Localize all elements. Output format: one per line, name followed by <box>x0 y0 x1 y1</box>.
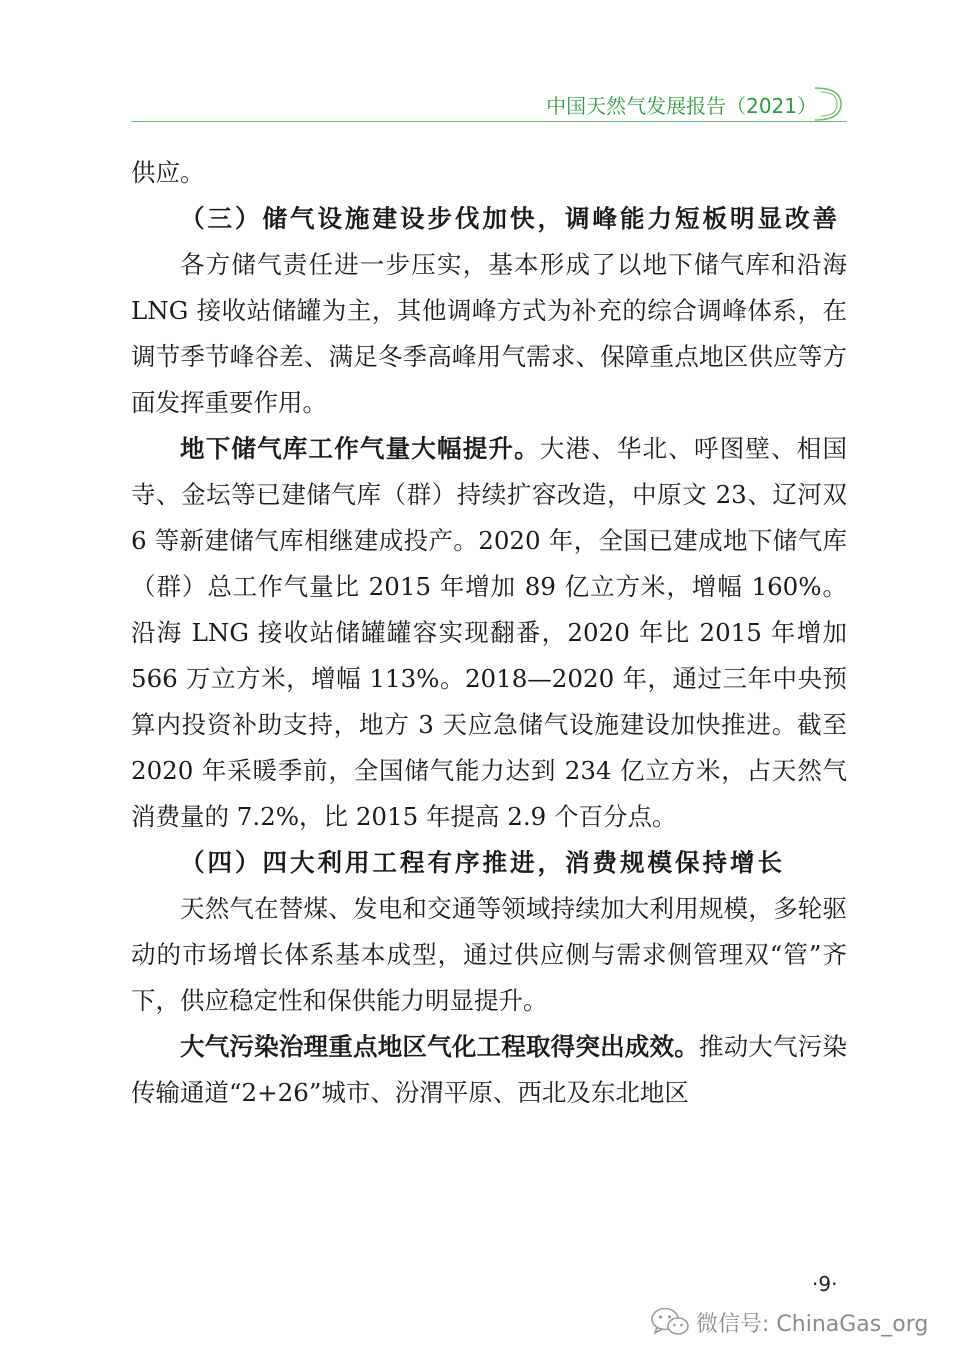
watermark <box>650 1302 928 1342</box>
section-heading-4: （四）四大利用工程有序推进，消费规模保持增长 <box>180 848 785 877</box>
paragraph-continuation: 供应。 <box>131 158 205 187</box>
paragraph-utilization: 天然气在替煤、发电和交通等领域持续加大利用规模，多轮驱动的市场增长体系基本成型，通过供应侧与需求侧管理双“管”齐下，供应稳定性和保供能力明显提升。 <box>131 894 847 1015</box>
paragraph-lead-air-pollution: 大气污染治理重点地区气化工程取得突出成效。 <box>180 1032 699 1061</box>
paragraph-air-pollution <box>131 1024 847 1116</box>
watermark-text: 微信号: ChinaGas_org <box>696 1311 929 1337</box>
running-header <box>131 86 847 122</box>
paragraph-text-air-pollution: 推动大气污染传输通道“2+26”城市、汾渭平原、西北及东北地区 <box>131 1032 848 1107</box>
section-heading-3: （三）储气设施建设步伐加快，调峰能力短板明显改善 <box>180 204 840 233</box>
header-rule <box>131 121 847 122</box>
paragraph-text-underground-storage: 大港、华北、呼图壁、相国寺、金坛等已建储气库（群）持续扩容改造，中原文 23、辽河双 6 等新建储气库相继建成投产。2020 年，全国已建成地下储气库（群）总工作气量比 2015 年增加 89 亿立方米，增幅 160%。沿海 LNG 接收站储罐罐容实现翻番，2020 年比 2015 年增加 566 万立方米，增幅 113%。2018—2020 年，通过三年中央预算内投资补助支持，地方 3 天应急储气设施建设加快推进。截至 2020 年采暖季前，全国储气能力达到 234 亿立方米，占天然气消费量的 7.2%，比 2015 年提高 2.9 个百分点。 <box>131 434 848 831</box>
paragraph-storage-system: 各方储气责任进一步压实，基本形成了以地下储气库和沿海 LNG 接收站储罐为主，其他调峰方式为补充的综合调峰体系，在调节季节峰谷差、满足冬季高峰用气需求、保障重点地区供应等方面发挥重要作用。 <box>131 250 847 417</box>
running-header-title: 中国天然气发展报告（2021） <box>546 94 817 118</box>
paragraph-underground-storage <box>131 426 847 840</box>
page-body <box>131 150 847 1116</box>
wechat-icon <box>650 1306 690 1338</box>
page-number: ·9· <box>812 1272 838 1296</box>
paragraph-lead-underground-storage: 地下储气库工作气量大幅提升。 <box>180 434 540 463</box>
header-bracket-icon <box>811 86 847 122</box>
